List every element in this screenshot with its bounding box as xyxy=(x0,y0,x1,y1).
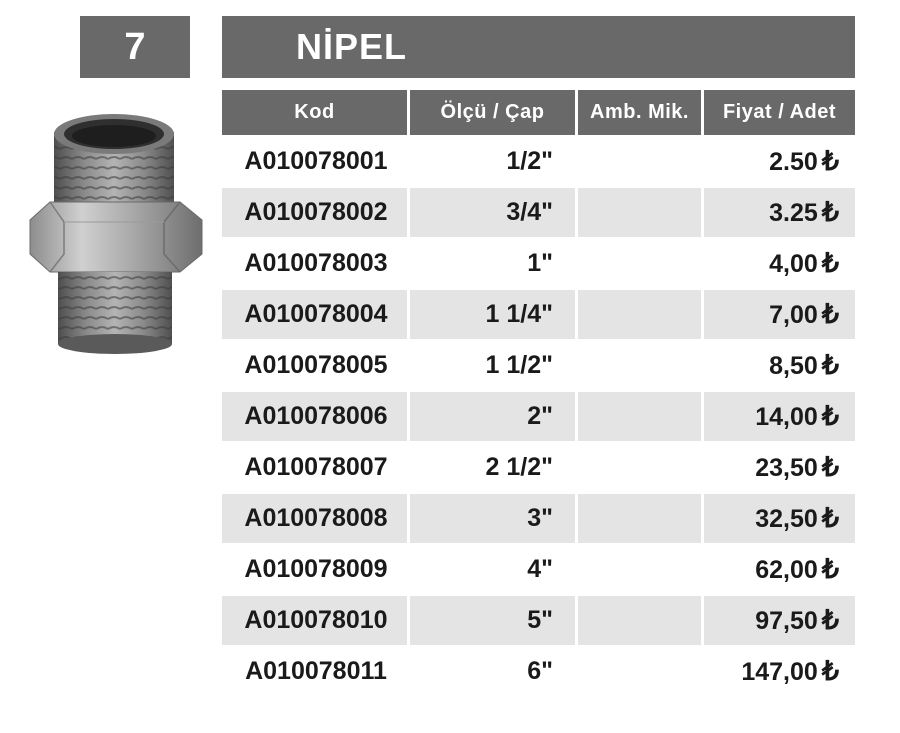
column-header-olcu: Ölçü / Çap xyxy=(407,90,575,135)
column-header-amb: Amb. Mik. xyxy=(575,90,701,135)
lira-icon: ₺ xyxy=(821,656,839,686)
table-row xyxy=(222,135,855,186)
cell-olcu: 2" xyxy=(407,390,575,441)
cell-kod: A010078006 xyxy=(222,390,407,441)
price-table xyxy=(222,90,855,696)
table-row xyxy=(222,441,855,492)
cell-amb xyxy=(575,237,701,288)
section-number: 7 xyxy=(80,16,190,78)
cell-olcu: 4" xyxy=(407,543,575,594)
table-header-row xyxy=(222,90,855,135)
cell-olcu: 1 1/4" xyxy=(407,288,575,339)
table-row xyxy=(222,390,855,441)
cell-kod: A010078003 xyxy=(222,237,407,288)
cell-amb xyxy=(575,288,701,339)
cell-olcu: 3" xyxy=(407,492,575,543)
cell-olcu: 6" xyxy=(407,645,575,696)
cell-fiyat xyxy=(701,339,855,390)
lira-icon: ₺ xyxy=(821,248,839,278)
lira-icon: ₺ xyxy=(821,452,839,482)
cell-amb xyxy=(575,441,701,492)
table-row xyxy=(222,186,855,237)
lira-icon: ₺ xyxy=(821,299,839,329)
page-title: NİPEL xyxy=(222,16,855,78)
column-header-kod: Kod xyxy=(222,90,407,135)
cell-kod: A010078002 xyxy=(222,186,407,237)
table-row xyxy=(222,594,855,645)
lira-icon: ₺ xyxy=(821,197,839,227)
table-row xyxy=(222,288,855,339)
price-value: 23,50 xyxy=(755,454,818,482)
column-header-fiyat: Fiyat / Adet xyxy=(701,90,855,135)
price-value: 7,00 xyxy=(769,301,818,329)
price-value: 14,00 xyxy=(755,403,818,431)
cell-fiyat xyxy=(701,645,855,696)
cell-kod: A010078010 xyxy=(222,594,407,645)
table-row xyxy=(222,339,855,390)
lira-icon: ₺ xyxy=(821,503,839,533)
price-value: 62,00 xyxy=(755,556,818,584)
cell-fiyat xyxy=(701,390,855,441)
cell-fiyat xyxy=(701,186,855,237)
nipple-pipe-fitting-icon xyxy=(24,112,206,358)
cell-amb xyxy=(575,186,701,237)
cell-olcu: 1 1/2" xyxy=(407,339,575,390)
cell-olcu: 5" xyxy=(407,594,575,645)
price-value: 8,50 xyxy=(769,352,818,380)
cell-amb xyxy=(575,339,701,390)
cell-amb xyxy=(575,135,701,186)
cell-olcu: 1" xyxy=(407,237,575,288)
cell-olcu: 3/4" xyxy=(407,186,575,237)
cell-amb xyxy=(575,645,701,696)
cell-olcu: 1/2" xyxy=(407,135,575,186)
cell-amb xyxy=(575,390,701,441)
cell-fiyat xyxy=(701,594,855,645)
cell-fiyat xyxy=(701,288,855,339)
cell-fiyat xyxy=(701,492,855,543)
price-value: 4,00 xyxy=(769,250,818,278)
cell-fiyat xyxy=(701,441,855,492)
cell-kod: A010078001 xyxy=(222,135,407,186)
lira-icon: ₺ xyxy=(821,350,839,380)
price-value: 2.50 xyxy=(769,148,818,176)
table-row xyxy=(222,237,855,288)
lira-icon: ₺ xyxy=(821,605,839,635)
table-row xyxy=(222,645,855,696)
cell-kod: A010078004 xyxy=(222,288,407,339)
table-row xyxy=(222,492,855,543)
lira-icon: ₺ xyxy=(821,146,839,176)
cell-amb xyxy=(575,594,701,645)
cell-fiyat xyxy=(701,543,855,594)
table-row xyxy=(222,543,855,594)
cell-fiyat xyxy=(701,135,855,186)
cell-kod: A010078011 xyxy=(222,645,407,696)
cell-kod: A010078008 xyxy=(222,492,407,543)
lira-icon: ₺ xyxy=(821,554,839,584)
price-value: 97,50 xyxy=(755,607,818,635)
cell-kod: A010078005 xyxy=(222,339,407,390)
cell-amb xyxy=(575,543,701,594)
cell-amb xyxy=(575,492,701,543)
cell-fiyat xyxy=(701,237,855,288)
cell-olcu: 2 1/2" xyxy=(407,441,575,492)
cell-kod: A010078007 xyxy=(222,441,407,492)
price-value: 3.25 xyxy=(769,199,818,227)
lira-icon: ₺ xyxy=(821,401,839,431)
cell-kod: A010078009 xyxy=(222,543,407,594)
price-value: 147,00 xyxy=(741,658,818,686)
price-value: 32,50 xyxy=(755,505,818,533)
